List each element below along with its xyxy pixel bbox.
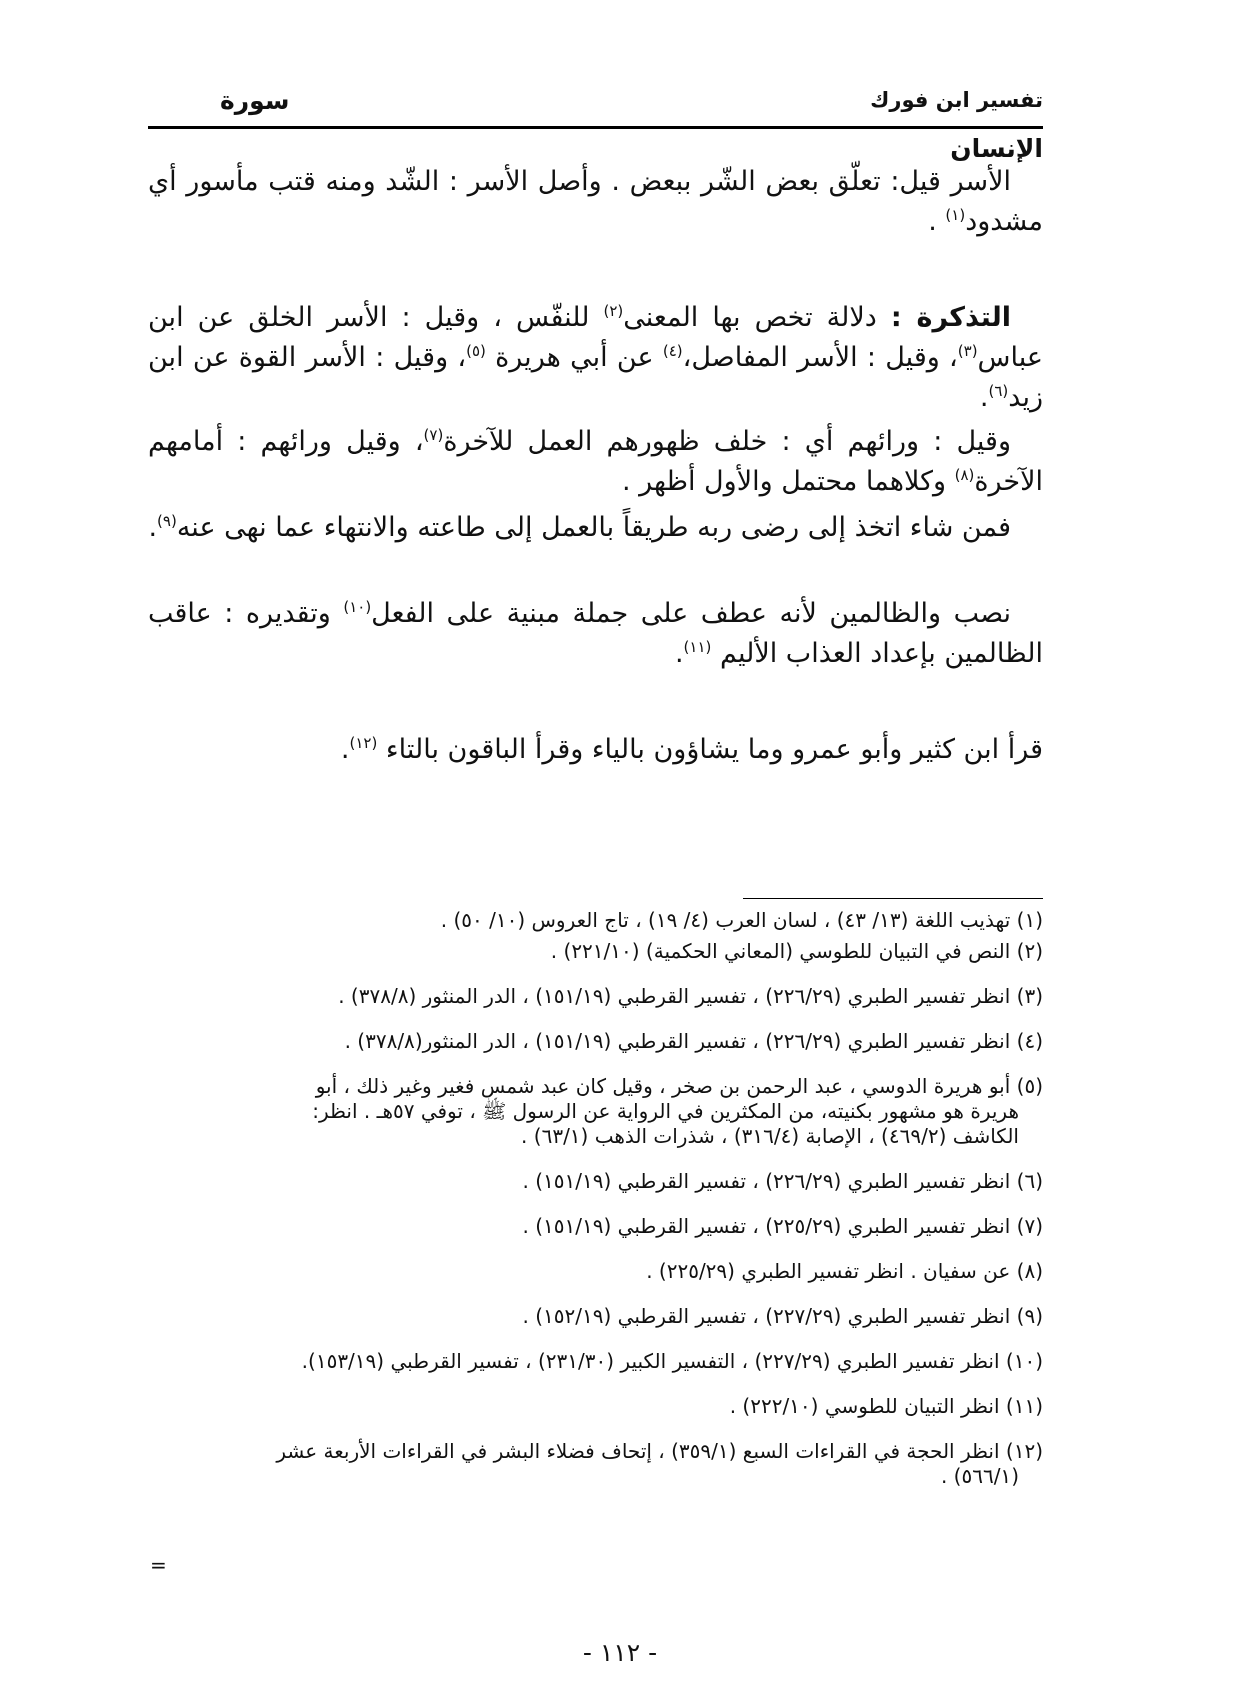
footnote-10: (١٠) انظر تفسير الطبري (٢٢٧/٢٩) ، التفسير الكبير (٢٣١/٣٠) ، تفسير القرطبي (١٥٣/١٩). (301, 1349, 1043, 1373)
paragraph-text: . (979, 382, 989, 413)
footnote-ref[interactable]: (١) (945, 206, 966, 224)
paragraph-text: للنفّس ، وقيل : الأسر الخلق عن ابن عباس (148, 302, 1043, 373)
footnote-3: (٣) انظر تفسير الطبري (٢٢٦/٢٩) ، تفسير القرطبي (١٥١/١٩) ، الدر المنثور (٣٧٨/٨) . (338, 984, 1043, 1008)
footnote-7: (٧) انظر تفسير الطبري (٢٢٥/٢٩) ، تفسير القرطبي (١٥١/١٩) . (522, 1214, 1043, 1238)
footnote-ref[interactable]: (٢) (603, 302, 624, 320)
footnote-ref[interactable]: (١٠) (343, 598, 372, 616)
paragraph-text: وقيل : ورائهم أي : خلف ظهورهم العمل للآخرة (443, 426, 1012, 457)
footnote-ref[interactable]: (٤) (662, 342, 683, 360)
book-title: تفسير ابن فورك (870, 88, 1043, 112)
paragraph-text: دلالة تخص بها المعنى (623, 302, 891, 333)
keyword: التذكرة : (890, 302, 1011, 333)
paragraph-text: . (928, 206, 946, 237)
footnote-ref[interactable]: (٨) (954, 466, 975, 484)
footnote-6: (٦) انظر تفسير الطبري (٢٢٦/٢٩) ، تفسير القرطبي (١٥١/١٩) . (522, 1169, 1043, 1193)
paragraph-text: . (674, 638, 684, 669)
paragraph-text: وتقديره : عاقب الظالمين بإعداد العذاب الأليم (148, 598, 1043, 669)
paragraph-text: ، وقيل ورائهم : أمامهم الآخرة (148, 426, 1043, 497)
footnote-12 (148, 1439, 1043, 1489)
paragraph-text: نصب والظالمين لأنه عطف على جملة مبنية على الفعل (371, 598, 1012, 629)
header-rule (148, 126, 1043, 129)
paragraph-2 (148, 298, 1043, 418)
paragraph-1 (148, 162, 1043, 242)
paragraph-4 (148, 508, 1043, 548)
surah-label: سورة (220, 86, 290, 115)
footnote-line: (٥٦٦/١) . (940, 1464, 1019, 1488)
continuation-mark: = (150, 1553, 167, 1577)
footnote-ref[interactable]: (١٢) (349, 734, 378, 752)
running-header (148, 82, 1043, 126)
footnote-4: (٤) انظر تفسير الطبري (٢٢٦/٢٩) ، تفسير القرطبي (١٥١/١٩) ، الدر المنثور(٣٧٨/٨) . (344, 1029, 1043, 1053)
footnotes (148, 908, 1043, 1509)
footnote-ref[interactable]: (١١) (683, 638, 712, 656)
paragraph-text: عن أبي هريرة (485, 342, 663, 373)
paragraph-6 (148, 730, 1043, 770)
surah-name: الإنسان (950, 134, 1043, 163)
paragraph-text: فمن شاء اتخذ إلى رضى ربه طريقاً بالعمل إلى طاعته والانتهاء عما نهى عنه (176, 512, 1011, 543)
footnote-ref[interactable]: (٩) (157, 512, 177, 530)
footnote-8: (٨) عن سفيان . انظر تفسير الطبري (٢٢٥/٢٩) . (646, 1259, 1043, 1283)
footnote-line: الكاشف (٤٦٩/٢) ، الإصابة (٣١٦/٤) ، شذرات الذهب (٦٣/١) . (521, 1124, 1019, 1148)
page-number: - ١١٢ - (582, 1638, 658, 1667)
paragraph-text: وكلاهما محتمل والأول أظهر . (621, 466, 955, 497)
paragraph-5 (148, 594, 1043, 674)
footnote-5 (148, 1074, 1043, 1149)
footnote-ref[interactable]: (٥) (466, 342, 486, 360)
paragraph-3 (148, 422, 1043, 502)
footnote-2: (٢) النص في التبيان للطوسي (المعاني الحكمية) (٢٢١/١٠) . (550, 939, 1043, 963)
footnote-ref[interactable]: (٧) (423, 426, 444, 444)
footnote-11: (١١) انظر التبيان للطوسي (٢٢٢/١٠) . (729, 1394, 1043, 1418)
footnote-line: هريرة هو مشهور بكنيته، من المكثرين في الرواية عن الرسول ﷺ ، توفي ٥٧هـ . انظر: (312, 1099, 1019, 1123)
footnote-line: (١٢) انظر الحجة في القراءات السبع (٣٥٩/١) ، إتحاف فضلاء البشر في القراءات الأربعة عشر (276, 1439, 1043, 1463)
paragraph-text: . (340, 734, 350, 765)
paragraph-text: قرأ ابن كثير وأبو عمرو وما يشاؤون بالياء وقرأ الباقون بالتاء (377, 734, 1043, 765)
footnote-separator (743, 898, 1043, 899)
paragraph-text: . (148, 512, 158, 543)
footnote-9: (٩) انظر تفسير الطبري (٢٢٧/٢٩) ، تفسير القرطبي (١٥٢/١٩) . (522, 1304, 1043, 1328)
footnote-line: (٥) أبو هريرة الدوسي ، عبد الرحمن بن صخر ، وقيل كان عبد شمس فغير وغير ذلك ، أبو (315, 1074, 1043, 1098)
paragraph-text: ، وقيل : الأسر القوة عن ابن زيد (148, 342, 1043, 413)
footnote-ref[interactable]: (٦) (988, 382, 1009, 400)
paragraph-text: ، وقيل : الأسر المفاصل، (682, 342, 958, 373)
footnote-ref[interactable]: (٣) (957, 342, 978, 360)
paragraph-text: الأسر قيل: تعلّق بعض الشّر ببعض . وأصل الأسر : الشّد ومنه قتب مأسور أي مشدود (148, 166, 1043, 237)
footnote-1: (١) تهذيب اللغة (١٣/ ٤٣) ، لسان العرب (٤/ ١٩) ، تاج العروس (١٠/ ٥٠) . (440, 908, 1043, 932)
